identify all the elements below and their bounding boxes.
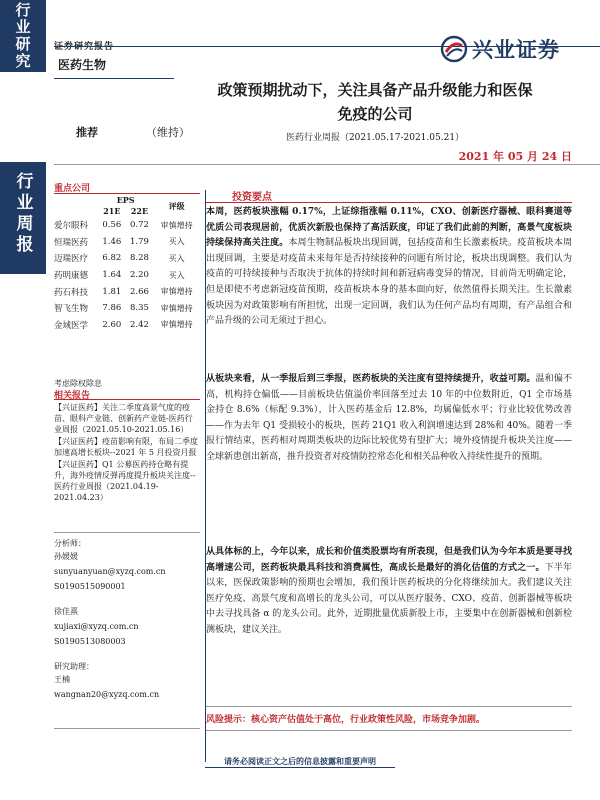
body-paragraph-2-lead: 从板块来看，从一季报后到三季报，医药板块的关注度有望持续提升，收益可期。 — [206, 374, 536, 384]
analyst-name: 徐佳熹 — [54, 607, 78, 616]
eps-21e: 6.82 — [102, 253, 122, 264]
related-reports-rule — [54, 399, 200, 400]
sidebar-tab-weekly — [0, 162, 46, 274]
risk-bottom-divider — [206, 730, 572, 731]
stock-rating: 买入 — [168, 253, 185, 263]
report-date: 2021 年 05 月 24 日 — [458, 150, 572, 163]
analyst-cert: S0190513080003 — [54, 637, 126, 646]
brand-label: 证券研究报告 — [54, 42, 115, 52]
table-note: 考虑除权除息 — [54, 379, 102, 388]
eps-22e: 8.28 — [129, 253, 149, 264]
stock-name: 迈瑞医疗 — [54, 254, 89, 265]
eps-21e: 0.56 — [102, 220, 122, 231]
analyst-card — [54, 549, 200, 594]
related-report-link[interactable]: 【兴证医药】Q1 公募医药持仓略有提升，海外疫情反弹再度提升板块关注度--医药行业周报（2021.04.19-2021.04.23） — [54, 460, 196, 502]
report-title-line1: 政策预期扰动下，关注具备产品升级能力和医保 — [217, 81, 533, 99]
analyst-email[interactable]: xujiaxi@xyzq.com.cn — [54, 622, 139, 631]
body-paragraph-3-lead: 从具体标的上，今年以来，成长和价值类股票均有所表现，但是我们认为今年本质是要寻找高增速公司，医药板块最具科技和消费属性，高成长是最好的消化估值的方式之一。 — [206, 547, 572, 573]
table-row — [54, 283, 200, 300]
table-row — [54, 300, 200, 317]
eps-21e: 1.46 — [102, 236, 122, 247]
body-paragraph-2 — [206, 372, 572, 466]
related-reports-list — [54, 402, 200, 504]
body-paragraph-1-lead: 本周，医药板块涨幅 0.17%，上证综指涨幅 0.11%，CXO、创新医疗器械、眼科赛道等优质公司表现居前，优质次新股也保持了高活跃度，印证了我们此前的判断，高景气度板块持续保持高关注度。 — [206, 207, 572, 249]
analyst-cert: S0190515090001 — [54, 582, 126, 591]
eps-22e: 2.42 — [129, 319, 149, 330]
table-row — [54, 217, 200, 234]
table-row — [54, 234, 200, 251]
analysts-block — [54, 538, 200, 708]
analysts-divider — [54, 532, 200, 533]
sidebar-tab-research-label: 行业研究 — [13, 2, 32, 70]
stock-name: 恒瑞医药 — [54, 237, 89, 248]
key-companies-rule — [54, 193, 200, 194]
body-paragraph-3 — [206, 545, 572, 639]
table-row — [54, 250, 200, 267]
stock-rating: 审慎增持 — [160, 287, 193, 297]
stock-name: 智飞生物 — [54, 304, 89, 315]
key-companies-table — [54, 195, 200, 333]
report-subtitle: 医药行业周报（2021.05.17-2021.05.21） — [285, 133, 465, 143]
related-report-link[interactable]: 【兴证医药】关注二季度高景气度的疫苗、眼科产业链、创新药产业链-医药行业周报（2021.05.10-2021.05.16） — [54, 403, 193, 434]
rating-block — [76, 124, 190, 140]
stock-name: 药明康德 — [54, 271, 89, 282]
report-title — [195, 78, 555, 126]
analyst-card — [54, 604, 200, 649]
risk-warning: 风险提示：核心资产估值处于高位，行业政策性风险，市场竞争加剧。 — [206, 715, 486, 725]
risk-top-divider — [206, 706, 572, 707]
sidebar-tab-research — [0, 0, 46, 72]
assistant-email[interactable]: wangnan20@xyzq.com.cn — [54, 690, 160, 699]
eps-22e: 0.72 — [129, 220, 149, 231]
eps-22e: 2.66 — [129, 286, 149, 297]
disclaimer-footer: 请务必阅读正文之后的信息披露和重要声明 — [224, 756, 376, 766]
logo-text: 兴业证券 — [472, 38, 560, 62]
sector-divider — [54, 78, 174, 79]
eps-21e: 7.86 — [102, 303, 122, 314]
stock-rating: 审慎增持 — [160, 303, 193, 313]
analysts-bottom-divider — [54, 728, 200, 729]
rating-change: （维持） — [145, 126, 190, 139]
eps-21e-header: 21E — [103, 206, 121, 216]
eps-22e: 8.35 — [129, 303, 149, 314]
body-paragraph-1-text: 本周生物制品板块出现回调，包括疫苗和生长激素板块。疫苗板块本周出现回调，主要是对疫苗未来每年是否持续接种的问题有所讨论，板块出现调整。我们认为疫苗的可持续接种与否取决于抗体的持续时间和新冠病毒变异的情况，目前尚无明确定论，但是即使不考虑新冠疫苗预期，疫苗板块本身的基本面向好，依然值得长期关注。生长激素板块因为对政策影响有所担忧，出现一定回调，我们认为任何产品均有周期，有产品组合和产品升级的公司无须过于担心。 — [206, 238, 572, 327]
related-report-link[interactable]: 【兴证医药】疫苗影响有限，布局二季度加速高增长板块--2021 年 5 月投资月报 — [54, 437, 198, 457]
related-reports-heading: 相关报告 — [54, 391, 91, 401]
assistant-card — [54, 672, 200, 702]
brand-label-block — [54, 34, 114, 53]
table-row — [54, 317, 200, 334]
stock-rating: 审慎增持 — [160, 220, 193, 230]
eps-header: EPS — [116, 195, 135, 205]
eps-21e: 1.81 — [102, 286, 122, 297]
footer-divider — [205, 767, 395, 768]
analyst-label: 分析师： — [54, 539, 86, 548]
eps-22e: 2.20 — [129, 270, 149, 281]
sector-title: 医药生物 — [58, 58, 107, 72]
eps-21e: 2.60 — [102, 319, 122, 330]
key-companies-heading: 重点公司 — [54, 184, 91, 194]
assistant-name: 王楠 — [54, 675, 70, 684]
report-title-line2: 免疫的公司 — [337, 105, 413, 123]
eps-22e-header: 22E — [130, 206, 149, 216]
investment-points-heading: 投资要点 — [232, 192, 272, 203]
main-divider — [54, 164, 600, 165]
rating-header: 评级 — [168, 200, 185, 211]
stock-name: 金域医学 — [54, 320, 89, 331]
table-header-row — [54, 195, 200, 206]
analyst-name: 孙媛媛 — [54, 552, 78, 561]
table-row — [54, 267, 200, 284]
body-paragraph-2-text: 温和偏不高，机构持仓偏低——目前板块估值溢价率回落至过去 10 年的中位数附近，Q1 全市场基金持仓 8.6%（标配 9.3%），计入医药基金后 12.8%，均属偏低水平；行业比较优势改善——作为去年 Q1 受损较小的板块，医药 21Q1 收入利润增速达到 28%和 40%。随着一季报行情结束，医药相对周期类板块的边际比较优势有望扩大；境外疫情提升板块关注度——全球新患创出新高，推升投资者对疫情防控常态化和相关品种收入持续性提升的预期。 — [206, 374, 572, 462]
stock-rating: 买入 — [168, 237, 185, 247]
rating-value: 推荐 — [76, 126, 98, 139]
analyst-email[interactable]: sunyuanyuan@xyzq.com.cn — [54, 567, 166, 576]
stock-name: 爱尔眼科 — [54, 221, 89, 232]
stock-rating: 审慎增持 — [160, 320, 193, 330]
logo-mark-icon — [440, 35, 468, 63]
stock-rating: 买入 — [168, 270, 185, 280]
sidebar-tab-weekly-label: 行业周报 — [12, 172, 33, 256]
eps-21e: 1.64 — [102, 270, 122, 281]
investment-points-rule — [206, 202, 572, 203]
body-paragraph-1 — [206, 205, 572, 330]
assistant-label: 研究助理： — [54, 662, 94, 671]
body-paragraph-3-text: 下半年以来，医保政策影响的预期也会增加，我们预计医药板块的分化将继续加大。我们建议关注医疗免疫、高景气度和高增长的龙头公司，可以从医疗服务、CXO、疫苗、创新器械等板块中去寻找具备 α 的龙头公司。此外，近期批量优质新股上市，主要集中在创新器械和创新检测板块，建议关注。 — [206, 562, 572, 635]
company-logo — [440, 34, 560, 64]
stock-name: 药石科技 — [54, 287, 89, 298]
eps-22e: 1.79 — [129, 236, 149, 247]
